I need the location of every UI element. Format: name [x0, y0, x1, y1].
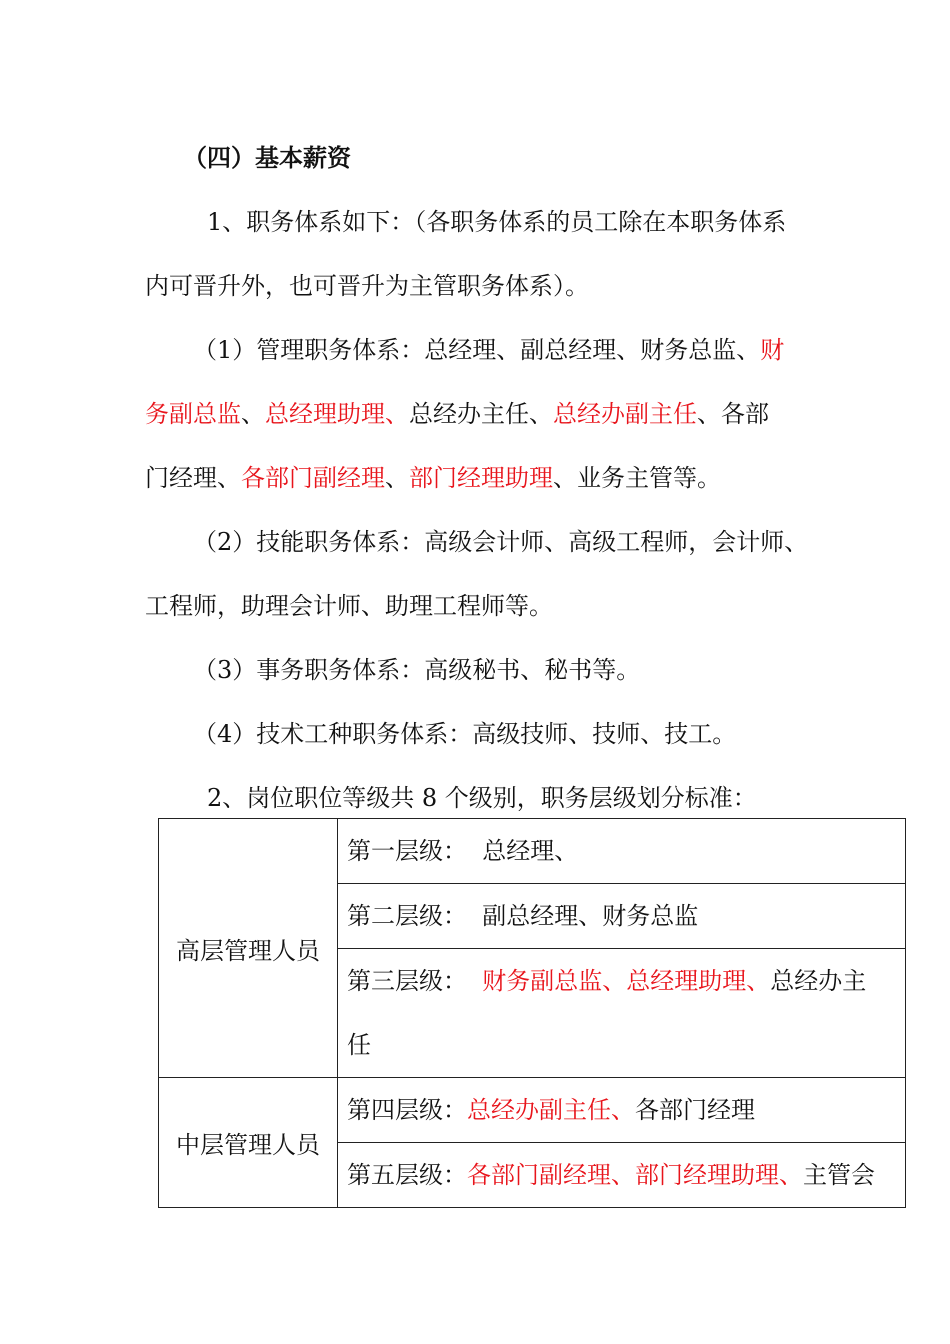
level-3-label: 第三层级：	[347, 967, 467, 995]
tech-line: （4）技术工种职务体系：高级技师、技师、技工。	[193, 720, 737, 748]
level-3-text: 总经办主	[770, 967, 867, 995]
level-4-label: 第四层级：	[347, 1096, 467, 1124]
level-1-row	[338, 819, 906, 884]
skill-line2: 工程师，助理会计师、助理工程师等。	[145, 592, 553, 620]
affairs-line: （3）事务职务体系：高级秘书、秘书等。	[193, 656, 641, 684]
level-5-text: 主管会	[803, 1161, 875, 1189]
middle-category: 中层管理人员	[159, 1078, 338, 1208]
mgmt-l1-red: 财	[760, 336, 785, 364]
level-4-row	[338, 1078, 906, 1143]
mgmt-line1	[193, 335, 784, 365]
mgmt-l2-c: 总经办主任、	[409, 400, 553, 428]
skill-line1: （2）技能职务体系：高级会计师、高级工程师，会计师、	[193, 528, 809, 556]
section-title: （四）基本薪资	[183, 143, 351, 172]
level-1-text: 总经理、	[482, 837, 579, 865]
level-2-text: 副总经理、财务总监	[482, 902, 699, 930]
mgmt-line2	[145, 399, 769, 429]
mgmt-l2-b: 、	[241, 400, 265, 428]
senior-category: 高层管理人员	[159, 819, 338, 1078]
mgmt-l1-text: （1）管理职务体系：总经理、副总经理、财务总监、	[193, 336, 761, 364]
level-3-red: 财务副总监、总经理助理、	[482, 967, 771, 995]
level-1-label: 第一层级：	[347, 837, 467, 865]
para1-line1: 1、职务体系如下：（各职务体系的员工除在本职务体系	[207, 208, 787, 236]
level-5-row	[338, 1143, 906, 1208]
para2-line: 2、岗位职位等级共 8 个级别，职务层级划分标准：	[207, 784, 757, 812]
mgmt-l3-red2: 部门经理助理	[409, 464, 553, 492]
mgmt-l2-red1: 务副总监	[145, 400, 241, 428]
level-4-red: 总经办副主任、	[467, 1096, 635, 1124]
mgmt-l3-red1: 各部门副经理	[241, 464, 385, 492]
mgmt-line3	[145, 463, 721, 493]
mgmt-l2-red3: 总经办副主任	[553, 400, 697, 428]
level-4-text: 各部门经理	[635, 1096, 755, 1124]
para1-line2: 内可晋升外，也可晋升为主管职务体系）。	[145, 272, 589, 300]
mgmt-l2-red2: 总经理助理、	[265, 400, 409, 428]
level-2-row	[338, 884, 906, 949]
level-2-label: 第二层级：	[347, 902, 467, 930]
mgmt-l3-a: 门经理、	[145, 464, 241, 492]
grade-table	[158, 818, 906, 1208]
level-5-label: 第五层级：	[347, 1161, 467, 1189]
level-3-row	[338, 949, 906, 1078]
level-5-red: 各部门副经理、部门经理助理、	[467, 1161, 803, 1189]
mgmt-l2-d: 、各部	[697, 400, 769, 428]
level-3-wrap: 任	[347, 1031, 371, 1059]
mgmt-l3-c: 、业务主管等。	[553, 464, 721, 492]
mgmt-l3-b: 、	[385, 464, 409, 492]
